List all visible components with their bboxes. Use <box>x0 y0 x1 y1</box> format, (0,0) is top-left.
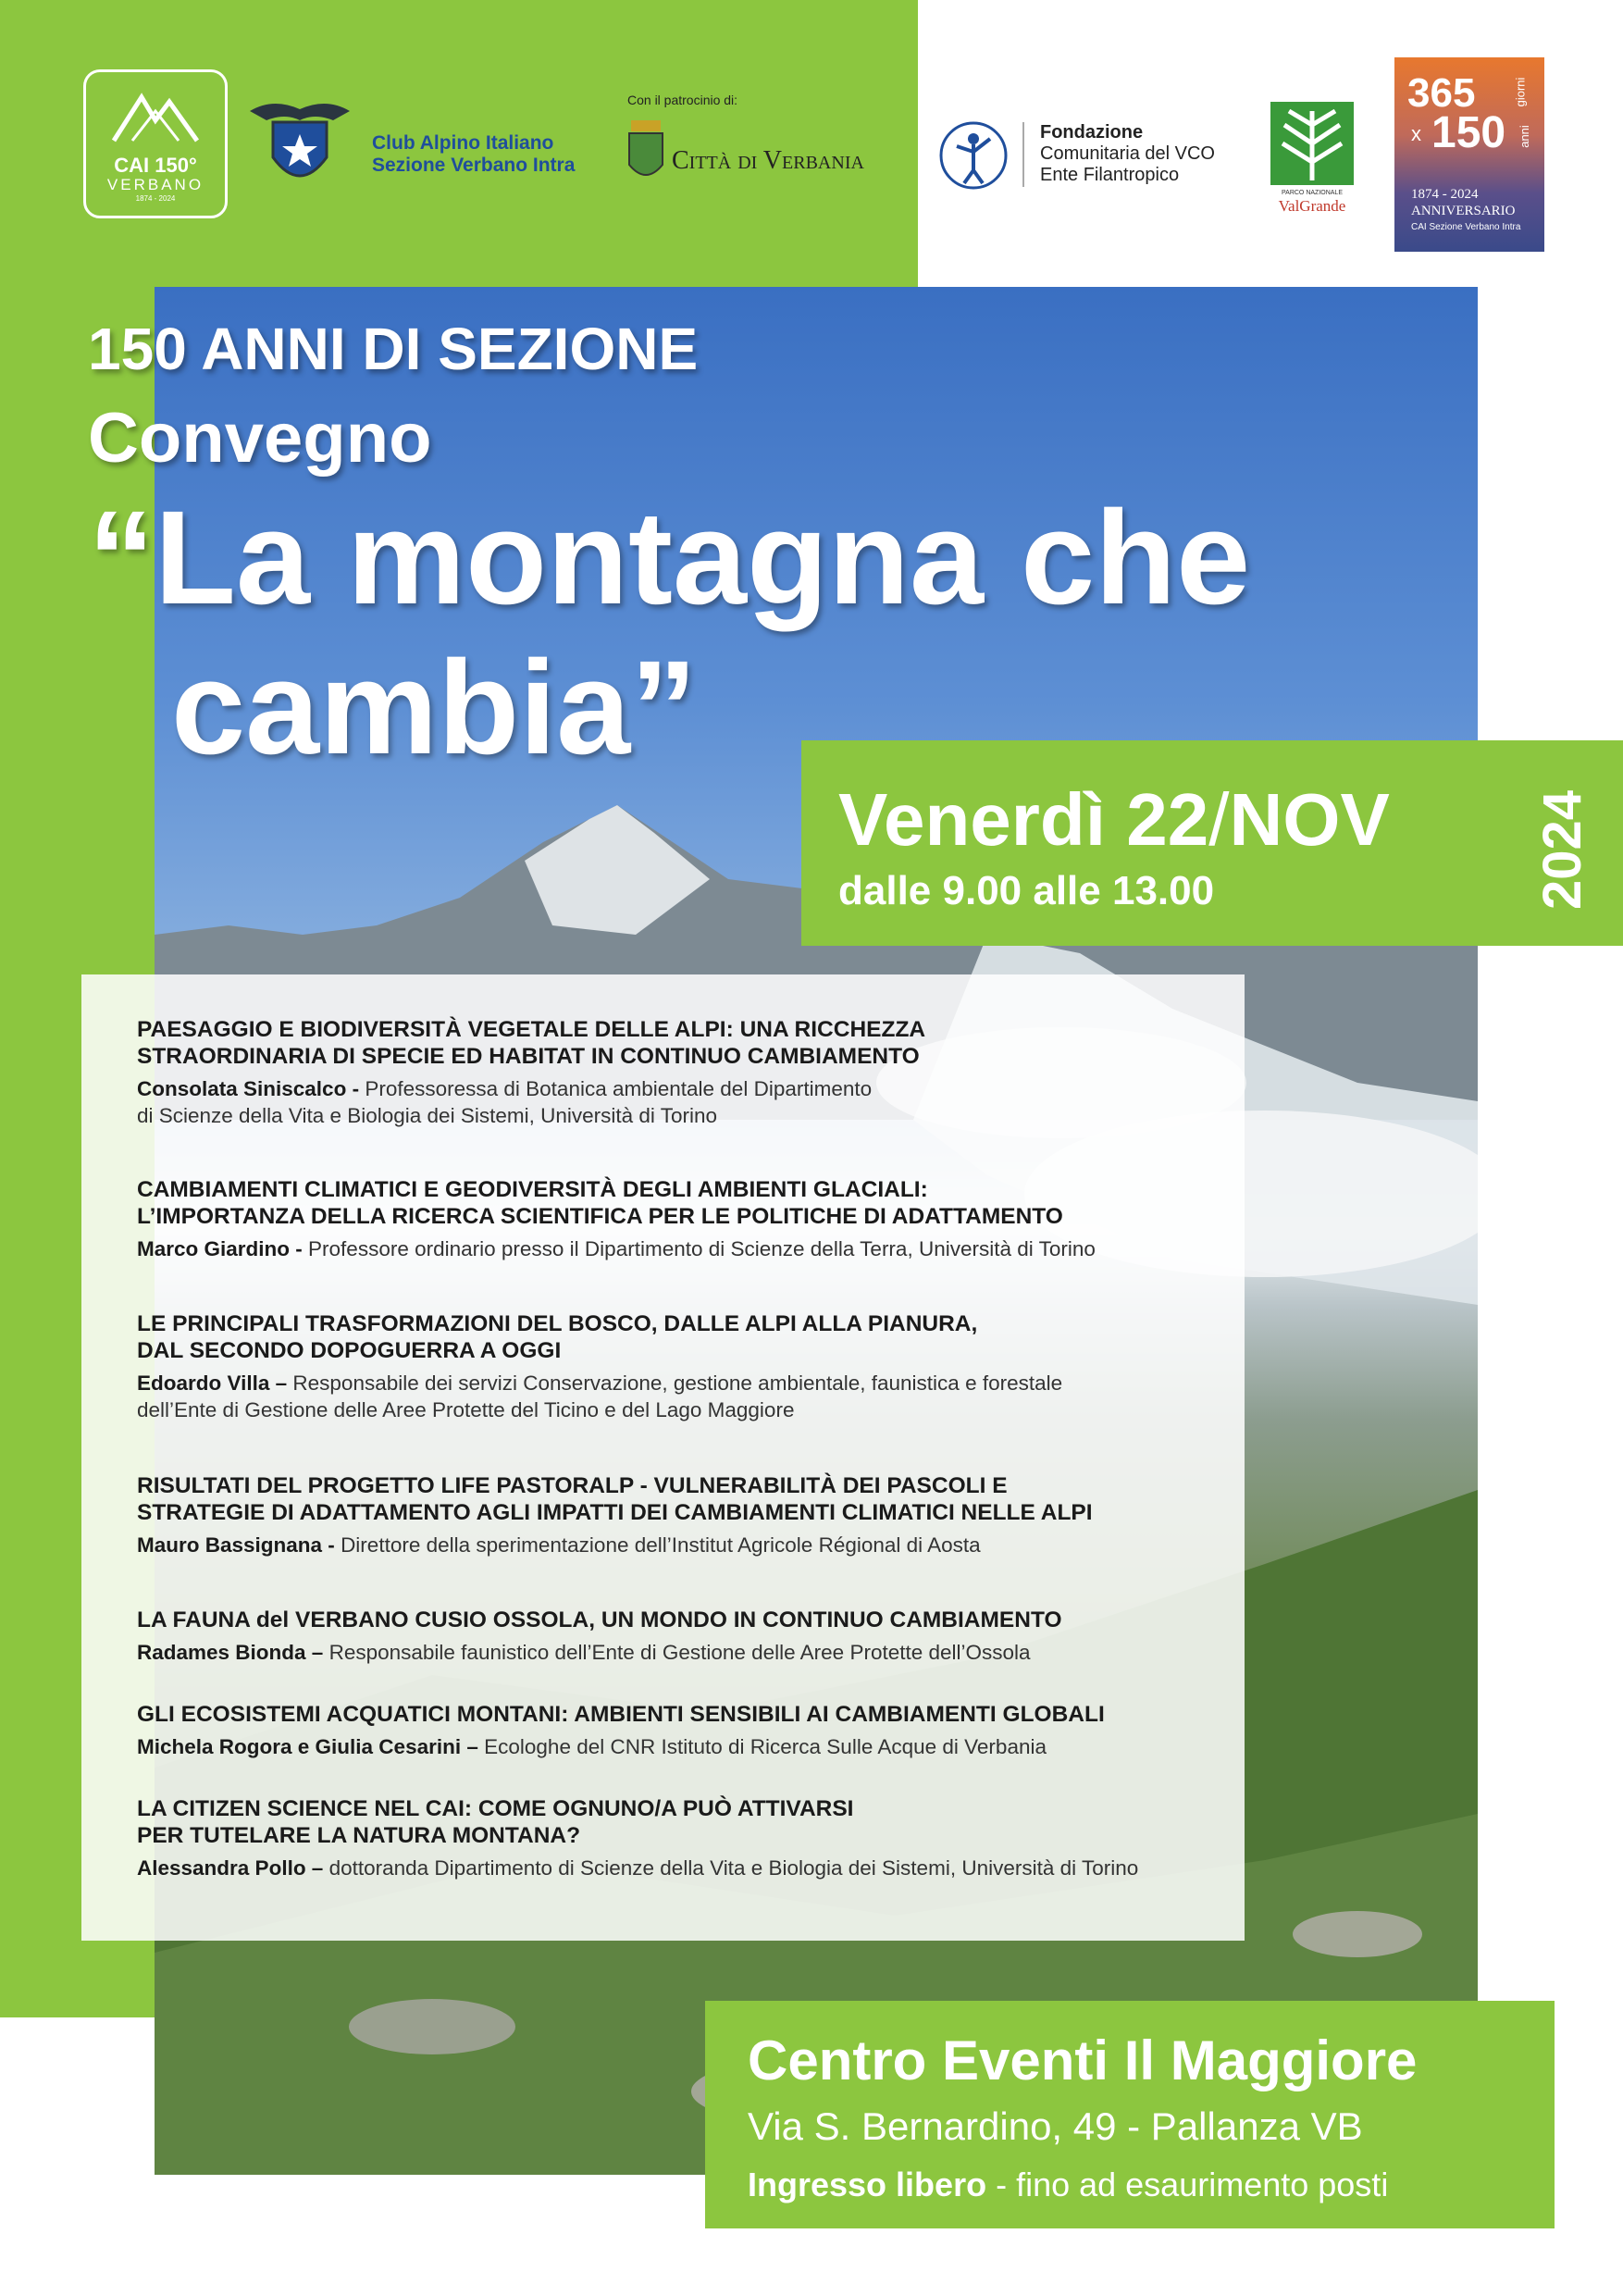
venue-box <box>705 2001 1555 2228</box>
talk-5-speaker <box>137 1639 1229 1666</box>
talk-1-speaker-name: Consolata Siniscalco - <box>137 1077 360 1100</box>
talk-4-role: Direttore della sperimentazione dell’Institut Agricole Régional di Aosta <box>341 1533 981 1557</box>
eagle-shield-icon <box>245 93 354 199</box>
verbania-crest <box>627 118 664 185</box>
talk-4 <box>137 1472 1229 1558</box>
program-panel <box>81 974 1245 1941</box>
patronage-label: Con il patrocinio di: <box>627 93 738 107</box>
talk-7-speaker-name: Alessandra Pollo – <box>137 1856 324 1880</box>
anniversary-anni: anni <box>1517 125 1531 148</box>
talk-4-speaker <box>137 1532 1229 1558</box>
anniversary-sub: CAI Sezione Verbano Intra <box>1411 222 1521 232</box>
talk-6-speaker-name: Michela Rogora e Giulia Cesarini – <box>137 1735 478 1758</box>
foundation-line2: Comunitaria del VCO <box>1040 143 1215 164</box>
club-name-line2: Sezione Verbano Intra <box>372 155 576 176</box>
subtitle-anniversary: 150 ANNI DI SEZIONE <box>88 316 699 382</box>
talk-4-speaker-name: Mauro Bassignana - <box>137 1533 335 1557</box>
talk-2-role: Professore ordinario presso il Dipartimento di Scienze della Terra, Università di Torino <box>308 1237 1096 1260</box>
date-slash: / <box>1208 778 1230 861</box>
talk-1-role: Professoressa di Botanica ambientale del Dipartimento <box>365 1077 873 1100</box>
talk-7-speaker <box>137 1855 1229 1881</box>
date-time: dalle 9.00 alle 13.00 <box>838 868 1215 913</box>
anniversary-150: 150 <box>1431 108 1506 157</box>
talk-3-speaker-name: Edoardo Villa – <box>137 1371 288 1395</box>
park-name: ValGrande <box>1278 197 1346 215</box>
talk-3-speaker <box>137 1370 1229 1396</box>
date-day-text: Venerdì 22 <box>838 778 1209 861</box>
foundation-line3: Ente Filantropico <box>1040 165 1180 185</box>
foundation-divider <box>1022 122 1024 187</box>
talk-5-speaker-name: Radames Bionda – <box>137 1641 324 1664</box>
anniversary-giorni: giorni <box>1513 77 1528 107</box>
talk-7 <box>137 1795 1229 1881</box>
club-name-line1: Club Alpino Italiano <box>372 132 554 154</box>
foundation-line1: Fondazione <box>1040 122 1144 143</box>
subtitle-convegno: Convegno <box>88 399 432 478</box>
venue-entry <box>748 2166 1388 2204</box>
main-title-line2: cambia” <box>171 633 698 782</box>
anniversary-x: x <box>1411 122 1421 145</box>
talk-4-title: RISULTATI DEL PROGETTO LIFE PASTORALP - VULNERABILITÀ DEI PASCOLI E STRATEGIE DI ADATTAMENTO AGLI IMPATTI DEI CAMBIAMENTI CLIMATICI NELLE ALPI <box>137 1473 1093 1525</box>
talk-5-title: LA FAUNA del VERBANO CUSIO OSSOLA, UN MONDO IN CONTINUO CAMBIAMENTO <box>137 1607 1062 1632</box>
talk-1 <box>137 1016 1229 1129</box>
cai-eagle-emblem <box>245 93 354 199</box>
talk-2-title: CAMBIAMENTI CLIMATICI E GEODIVERSITÀ DEGLI AMBIENTI GLACIALI: L’IMPORTANZA DELLA RICERCA SCIENTIFICA PER LE POLITICHE DI ADATTAMENTO <box>137 1177 1063 1229</box>
date-box <box>801 740 1623 946</box>
talk-2-speaker-name: Marco Giardino - <box>137 1237 303 1260</box>
entry-note: - fino ad esaurimento posti <box>986 2166 1389 2203</box>
foundation-figure-icon <box>936 118 1010 192</box>
venue-name: Centro Eventi Il Maggiore <box>748 2029 1418 2091</box>
talk-3 <box>137 1310 1229 1423</box>
date-year: 2024 <box>1532 789 1593 911</box>
talk-6-speaker <box>137 1733 1229 1760</box>
cai-logo-line1: CAI 150° <box>114 154 197 177</box>
talk-1-speaker <box>137 1075 1229 1102</box>
talk-5-role: Responsabile faunistico dell’Ente di Gestione delle Aree Protette dell’Ossola <box>328 1641 1031 1664</box>
entry-free: Ingresso libero <box>748 2166 987 2203</box>
talk-6-title: GLI ECOSISTEMI ACQUATICI MONTANI: AMBIENTI SENSIBILI AI CAMBIAMENTI GLOBALI <box>137 1702 1105 1727</box>
foundation-logo <box>936 118 1010 192</box>
city-crest-icon <box>627 118 664 185</box>
talk-5 <box>137 1607 1229 1666</box>
club-name <box>372 132 575 177</box>
mountain-icon <box>109 83 202 148</box>
talk-3-role: Responsabile dei servizi Conservazione, gestione ambientale, faunistica e forestale <box>292 1371 1063 1395</box>
date-day <box>838 777 1390 863</box>
talk-3-role2: dell’Ente di Gestione delle Aree Protette del Ticino e del Lago Maggiore <box>137 1398 795 1421</box>
date-month: NOV <box>1229 778 1390 861</box>
anniversary-label: ANNIVERSARIO <box>1411 204 1516 218</box>
cai-150-logo <box>83 69 228 218</box>
park-small-label: PARCO NAZIONALE <box>1282 190 1343 196</box>
cai-logo-line2: VERBANO <box>106 176 204 193</box>
talk-2-speaker <box>137 1235 1229 1262</box>
anniversary-years: 1874 - 2024 <box>1411 187 1479 202</box>
talk-3-title: LE PRINCIPALI TRASFORMAZIONI DEL BOSCO, DALLE ALPI ALLA PIANURA, DAL SECONDO DOPOGUERRA A OGGI <box>137 1311 978 1363</box>
talk-6 <box>137 1701 1229 1760</box>
talk-6-role: Ecologhe del CNR Istituto di Ricerca Sulle Acque di Verbania <box>484 1735 1047 1758</box>
main-title-line1: “La montagna che <box>88 483 1251 632</box>
city-name: Città di Verbania <box>672 146 864 175</box>
talk-7-role: dottoranda Dipartimento di Scienze della Vita e Biologia dei Sistemi, Università di Torino <box>328 1856 1139 1880</box>
anniversary-365: 365 <box>1407 70 1476 116</box>
venue-address: Via S. Bernardino, 49 - Pallanza VB <box>748 2104 1363 2148</box>
valgrande-logo <box>1266 97 1358 217</box>
anniversary-badge <box>1394 57 1544 252</box>
talk-1-role2: di Scienze della Vita e Biologia dei Sistemi, Università di Torino <box>137 1104 718 1127</box>
foundation-name <box>1040 122 1215 186</box>
talk-2 <box>137 1176 1229 1262</box>
cai-logo-line3: 1874 - 2024 <box>135 194 176 203</box>
talk-1-title: PAESAGGIO E BIODIVERSITÀ VEGETALE DELLE ALPI: UNA RICCHEZZA STRAORDINARIA DI SPECIE ED HABITAT IN CONTINUO CAMBIAMENTO <box>137 1017 926 1069</box>
park-tree-icon <box>1266 97 1358 190</box>
talk-7-title: LA CITIZEN SCIENCE NEL CAI: COME OGNUNO/A PUÒ ATTIVARSI PER TUTELARE LA NATURA MONTANA? <box>137 1796 854 1848</box>
